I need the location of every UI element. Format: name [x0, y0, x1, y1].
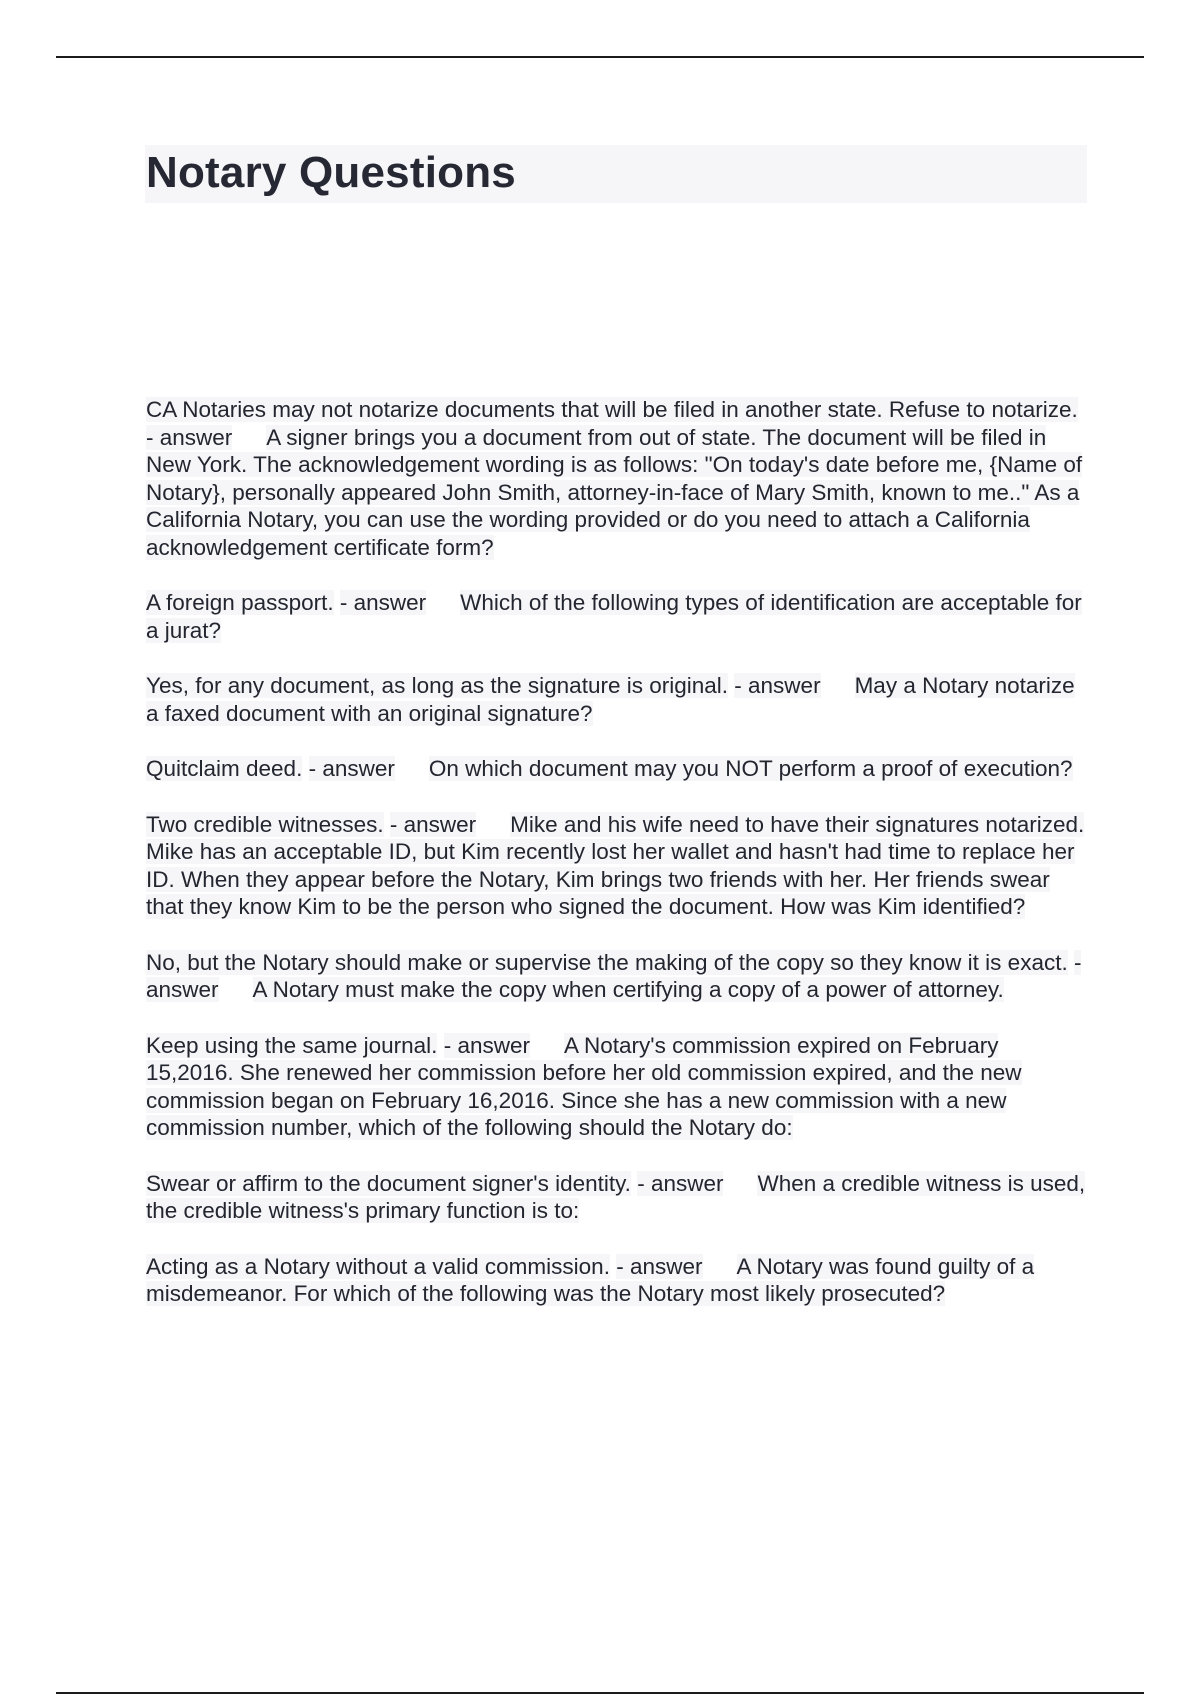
qa-question: When a credible witness is used, the credible witness's primary function is to: — [146, 1170, 1086, 1223]
qa-item — [146, 1170, 1090, 1225]
qa-answer: No, but the Notary should make or supervise the making of the copy so they know it is exact. — [146, 949, 1068, 975]
answer-marker: - answer — [443, 1032, 530, 1058]
qa-answer: Keep using the same journal. — [146, 1032, 438, 1058]
qa-answer: CA Notaries may not notarize documents that will be filed in another state. Refuse to notarize. — [146, 397, 1078, 422]
qa-item — [146, 672, 1090, 727]
qa-list — [146, 396, 1090, 1336]
qa-item — [146, 396, 1090, 561]
qa-question: A Notary's commission expired on February 15,2016. She renewed her commission before her old commission expired, and the new commission began on February 16,2016. Since she has a new commission with a new commission number, which of the following should the Notary do: — [146, 1032, 1022, 1140]
qa-item — [146, 949, 1090, 1004]
answer-marker: - answer — [146, 424, 233, 450]
answer-marker: - answer — [146, 949, 1082, 1002]
qa-question: A Notary must make the copy when certifying a copy of a power of attorney. — [252, 977, 1004, 1002]
qa-answer: Swear or affirm to the document signer's identity. — [146, 1170, 631, 1196]
answer-marker: - answer — [734, 673, 821, 698]
qa-answer: A foreign passport. — [146, 590, 334, 615]
qa-item — [146, 755, 1090, 783]
top-divider — [56, 56, 1144, 58]
answer-marker: - answer — [637, 1170, 724, 1196]
qa-answer: Two credible witnesses. — [146, 811, 384, 837]
qa-item — [146, 1253, 1090, 1308]
qa-question: Which of the following types of identification are acceptable for a jurat? — [146, 590, 1082, 643]
qa-answer: Acting as a Notary without a valid commission. — [146, 1253, 610, 1279]
qa-question: On which document may you NOT perform a proof of execution? — [428, 756, 1073, 781]
qa-question: A signer brings you a document from out of state. The document will be filed in New York. The acknowledgement wording is as follows: "On today's date before me, {Name of Notary}, personally appeared John Smith, attorney-in-face of Mary Smith, known to me.." As a California Notary, you can use the wording provided or do you need to attach a California acknowledgement certificate form? — [146, 424, 1083, 560]
qa-item — [146, 1032, 1090, 1142]
answer-marker: - answer — [616, 1253, 703, 1279]
qa-question: A Notary was found guilty of a misdemeanor. For which of the following was the Notary most likely prosecuted? — [146, 1253, 1035, 1306]
answer-marker: - answer — [339, 590, 427, 615]
qa-item — [146, 811, 1090, 921]
qa-item — [146, 589, 1090, 644]
answer-marker: - answer — [308, 756, 395, 781]
qa-question: May a Notary notarize a faxed document with an original signature? — [146, 673, 1075, 726]
answer-marker: - answer — [389, 811, 477, 837]
qa-answer: Yes, for any document, as long as the signature is original. — [146, 673, 729, 698]
page-title: Notary Questions — [146, 148, 516, 197]
qa-answer: Quitclaim deed. — [146, 756, 303, 781]
qa-question: Mike and his wife need to have their signatures notarized. Mike has an acceptable ID, but Kim recently lost her wallet and hasn't had time to replace her ID. When they appear before the Notary, Kim brings two friends with her. Her friends swear that they know Kim to be the person who signed the document. How was Kim identified? — [146, 811, 1085, 919]
bottom-divider — [56, 1692, 1144, 1694]
